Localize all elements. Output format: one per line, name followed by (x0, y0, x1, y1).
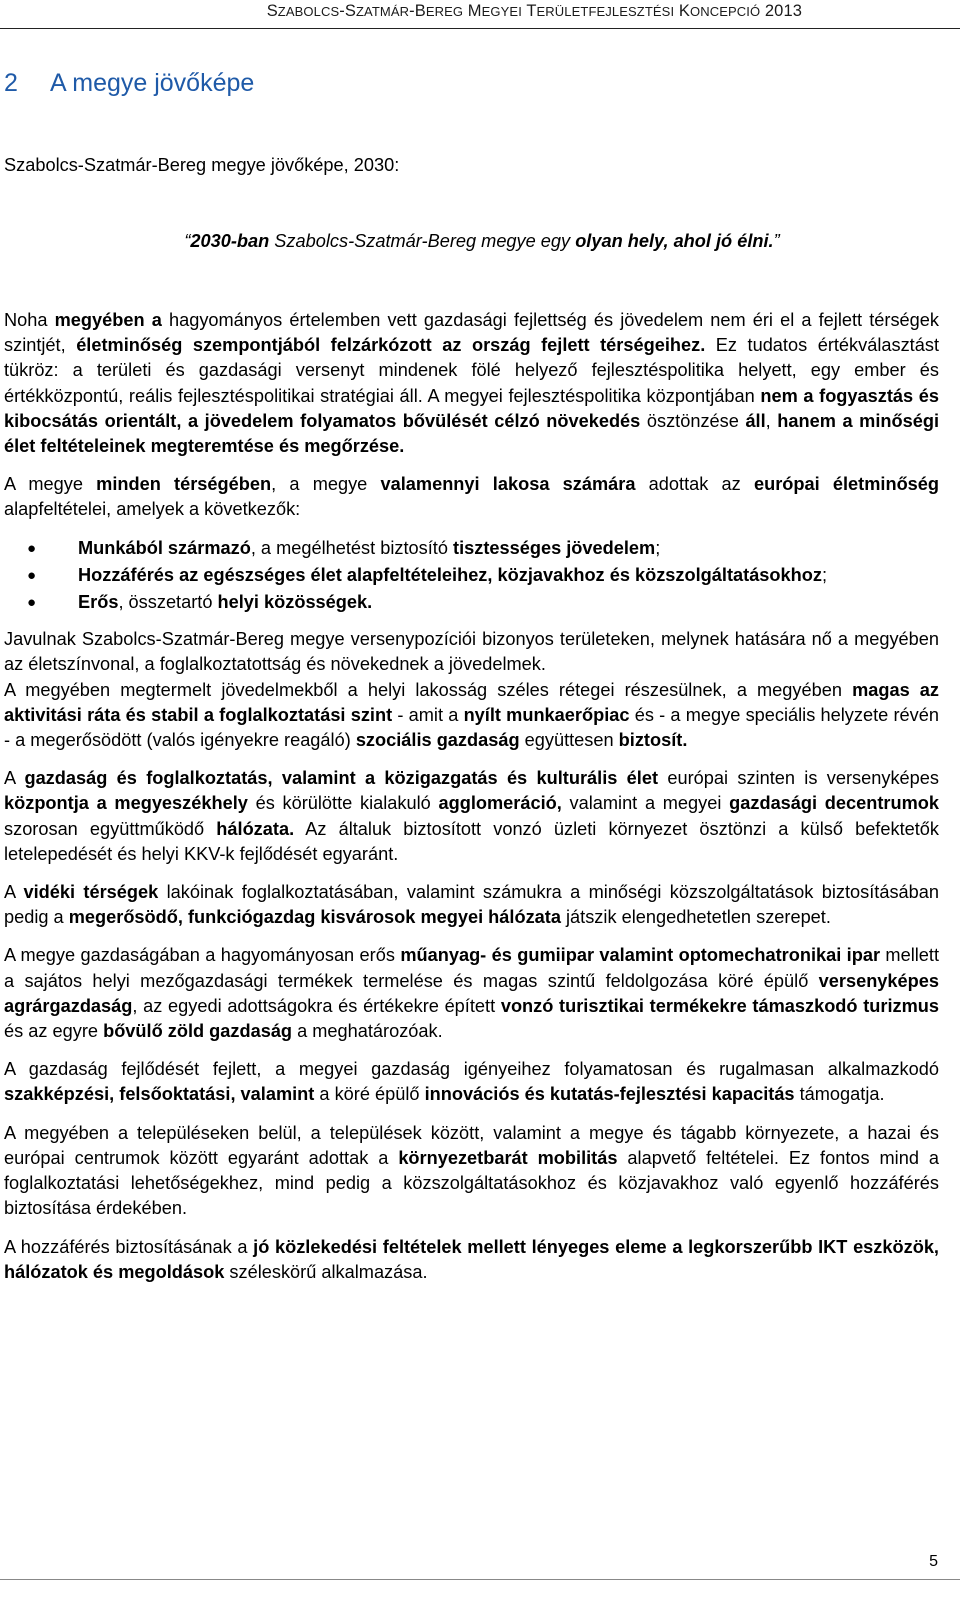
bullet-icon: ● (27, 594, 37, 612)
bold-run: jó közlekedési feltételek mellett lényeges eleme a legkorszerűbb IKT eszközök, hálózatok és megoldások (4, 1236, 939, 1282)
bold-run: megerősödő, funkciógazdag kisvárosok megyei hálózata (68, 907, 561, 928)
header-rule (0, 28, 960, 29)
text-run: a meghatározóak. (292, 1021, 443, 1042)
running-header: SZABOLCS-SZATMÁR-BEREG MEGYEI TERÜLETFEJLESZTÉSI KONCEPCIÓ 2013 (266, 2, 802, 20)
text-run: A (4, 882, 24, 903)
text-run: valamint a megyei (561, 793, 730, 814)
bold-run: bővülő zöld gazdaság (103, 1021, 293, 1042)
text-run: , a megye (271, 474, 381, 495)
bold-run: tisztességes jövedelem (453, 537, 656, 558)
vision-close-quote: ” (773, 231, 780, 251)
paragraph-6 (4, 880, 939, 930)
bold-run: Munkából származó (78, 537, 251, 558)
section-number: 2 (4, 69, 18, 97)
bold-run: műanyag- és gumiipar valamint optomechatronikai ipar (400, 945, 881, 966)
text-run: szorosan együttműködő (4, 818, 217, 839)
bold-run: minden térségében (96, 474, 272, 495)
text-run: , a megélhetést biztosító (250, 537, 454, 558)
text-run: játszik elengedhetetlen szerepet. (560, 907, 831, 928)
text-run: Ez tudatos értékválasztást tükröz: a területi és gazdasági versenyt mindenek fölé helyező fejlesztéspolitika helyett, egy ember és értékközpontú, reális fejlesztéspolitikai stratégiai áll. A megyei fejlesztéspolitika központjában (4, 335, 940, 406)
text-run: és az egyre (4, 1021, 104, 1042)
text-run: együttesen (519, 730, 619, 751)
text-run: és körülötte kialakuló (247, 793, 439, 814)
vision-claim: olyan hely, ahol jó élni. (575, 231, 774, 251)
bold-run: vidéki térségek (23, 882, 159, 903)
text-run: , (765, 410, 778, 431)
text-run: A (4, 768, 25, 789)
footer-rule (0, 1579, 960, 1580)
text-run: ösztönzése (640, 410, 746, 431)
text-run: A gazdaság fejlődését fejlett, a megyei gazdaság igényeihez folyamatosan és rugalmasan alkalmazkodó (4, 1059, 939, 1080)
text-run: és - a megye speciális helyzete révén - a megerősödött (valós igényekre reagáló) (4, 704, 939, 751)
bullet-icon: ● (27, 539, 37, 557)
bold-run: nem a fogyasztás és kibocsátás orientált, a jövedelem folyamatos bővülését célzó növekedés (4, 385, 939, 431)
bold-run: gazdasági decentrumok (729, 793, 939, 814)
text-run: a köré épülő (314, 1084, 425, 1105)
paragraph-10 (4, 1235, 939, 1285)
bold-run: agglomeráció, (438, 793, 562, 814)
bold-run: központja a megyeszékhely (4, 793, 248, 814)
bold-run: megyében a (54, 310, 162, 330)
text-run: alapvető feltételei. Ez fontos mind a foglalkoztatási lehetőségekhez, mind pedig a közszolgáltatásokhoz és közjavakhoz való egyenlő hozzáférés biztosítása érdekében. (4, 1147, 939, 1219)
bullet-text (78, 565, 827, 585)
bold-run: vonzó turisztikai termékekre támaszkodó turizmus (500, 995, 940, 1016)
paragraph-5 (4, 766, 939, 867)
bold-run: helyi közösségek. (217, 592, 373, 613)
section-title-text: A megye jövőképe (50, 69, 255, 97)
text-run: A megyében megtermelt jövedelmekből a helyi lakosság széles rétegei részesülnek, a megyében (4, 679, 853, 700)
text-run: - amit a (392, 704, 464, 725)
section-heading (4, 69, 254, 98)
text-run: alapfeltételei, amelyek a következők: (4, 499, 301, 520)
bullet-item-3 (27, 590, 939, 615)
bold-run: hanem a minőségi élet feltételeinek megteremtése és megőrzése. (4, 410, 940, 457)
text-run: ; (655, 537, 661, 558)
paragraph-2 (4, 472, 939, 522)
bold-run: szakképzési, felsőoktatási, valamint (4, 1084, 315, 1105)
paragraph-4 (4, 678, 939, 754)
paragraph-3 (4, 627, 939, 677)
text-run: ; (821, 564, 828, 585)
bold-run: életminőség szempontjából felzárkózott az ország fejlett térségeihez. (76, 335, 706, 356)
body-text (4, 308, 939, 1298)
text-run: , összetartó (118, 592, 218, 613)
text-run: A megye (4, 474, 97, 495)
text-run: lakóinak foglalkoztatásában, valamint számukra a minőségi közszolgáltatások biztosításában pedig a (4, 882, 939, 928)
bullet-text (78, 592, 372, 612)
bold-run: hálózata. (216, 818, 295, 839)
bold-run: környezetbarát mobilitás (398, 1147, 618, 1168)
bold-run: Erős (78, 592, 119, 613)
text-run: A megye gazdaságában a hagyományosan erős (4, 945, 401, 966)
text-run: Noha (4, 310, 55, 330)
text-run: mellett a sajátos helyi mezőgazdasági termékek termelése és magas szintű feldolgozása köré épülő (4, 945, 939, 991)
vision-statement (0, 231, 960, 252)
bold-run: gazdaság és foglalkoztatás, valamint a közigazgatás és kulturális élet (24, 768, 659, 789)
vision-subject: Szabolcs-Szatmár-Bereg megye egy (274, 231, 576, 251)
bold-run: szociális gazdaság (355, 730, 520, 751)
text-run: , az egyedi adottságokra és értékekre épített (132, 995, 501, 1016)
paragraph-8 (4, 1057, 939, 1107)
paragraph-7 (4, 943, 939, 1044)
bold-run: magas az aktivitási ráta és stabil a foglalkoztatási szint (4, 679, 939, 725)
text-run: Javulnak Szabolcs-Szatmár-Bereg megye versenypozíciói bizonyos területeken, melynek hatására nő a megyében az életszínvonal, a foglalkoztatottság és növekednek a jövedelmek. (4, 629, 939, 675)
bold-run: valamennyi lakosa számára (380, 474, 636, 495)
bold-run: nyílt munkaerőpiac (463, 704, 630, 725)
bold-run: Hozzáférés az egészséges élet alapfeltételeihez, közjavakhoz és közszolgáltatásokhoz (78, 564, 822, 585)
bullet-text (78, 538, 660, 558)
bullet-item-1 (27, 536, 939, 561)
bold-run: európai életminőség (753, 474, 940, 495)
text-run: széleskörű alkalmazása. (224, 1261, 428, 1282)
bold-run: biztosít. (618, 730, 688, 751)
intro-line: Szabolcs-Szatmár-Bereg megye jövőképe, 2030: (4, 155, 400, 175)
bullet-list (4, 536, 939, 616)
vision-year: 2030-ban (190, 231, 275, 251)
bold-run: áll (745, 410, 766, 431)
bullet-icon: ● (27, 566, 37, 584)
paragraph-9 (4, 1121, 939, 1222)
page-number: 5 (929, 1553, 938, 1570)
bold-run: versenyképes agrárgazdaság (4, 970, 939, 1016)
text-run: adottak az (635, 474, 754, 495)
text-run: Az általuk biztosított vonzó üzleti környezet ösztönzi a külső befektetők letelepedését és helyi KKV-k fejlődését egyaránt. (4, 818, 939, 864)
paragraph-1 (4, 308, 939, 459)
text-run: európai szinten is versenyképes (658, 768, 939, 789)
text-run: támogatja. (794, 1084, 885, 1105)
vision-open-quote: “ (184, 231, 191, 251)
bullet-item-2 (27, 563, 939, 588)
text-run: A megyében a településeken belül, a települések között, valamint a megye és tágabb környezete, a hazai és európai centrumok között egyaránt adottak a (4, 1122, 939, 1168)
bold-run: innovációs és kutatás-fejlesztési kapacitás (424, 1084, 795, 1105)
text-run: hagyományos értelemben vett gazdasági fejlettség és jövedelem nem éri el a fejlett térségek szintjét, (4, 310, 939, 356)
text-run: A hozzáférés biztosításának a (4, 1236, 254, 1257)
